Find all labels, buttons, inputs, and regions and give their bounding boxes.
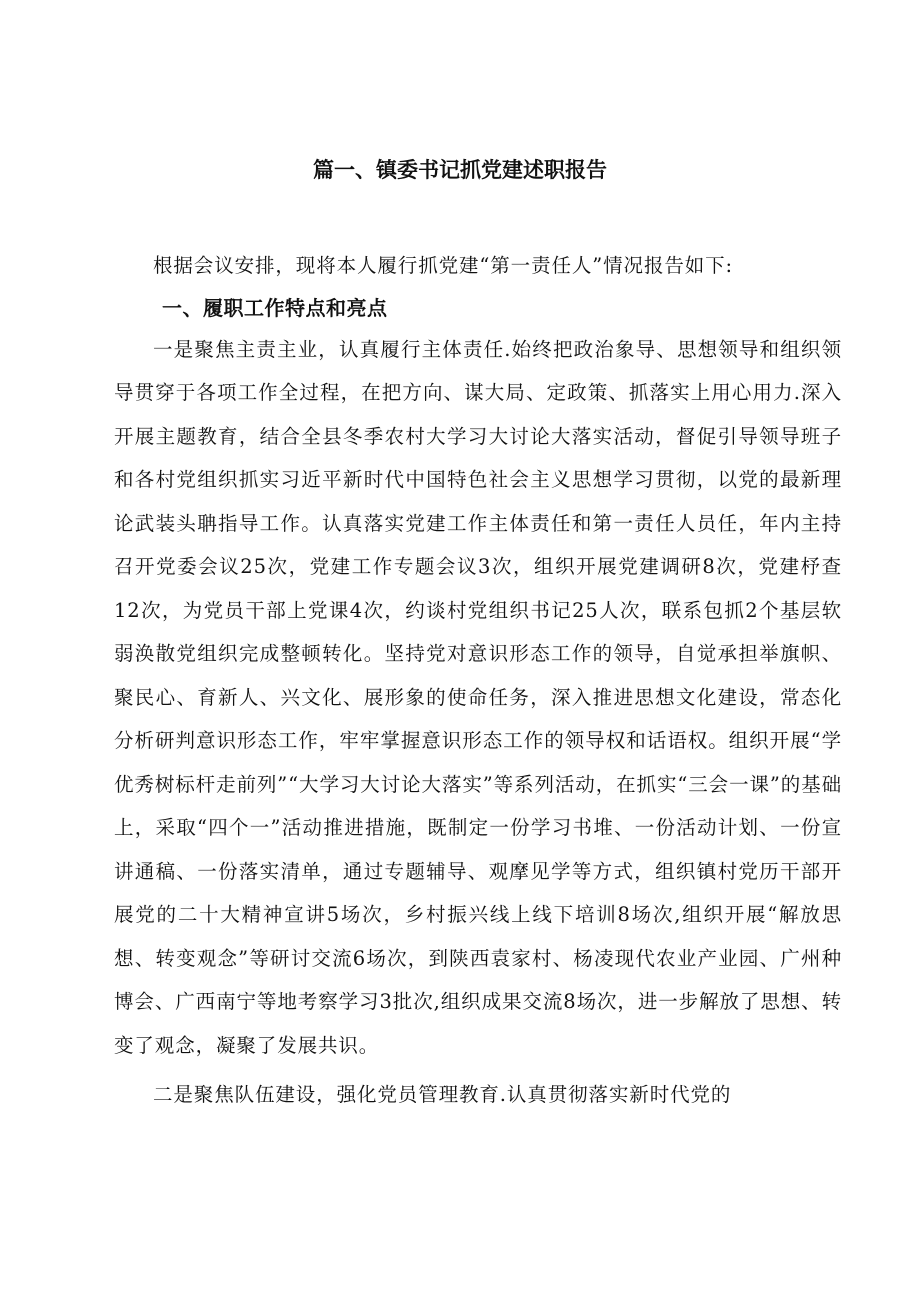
paragraph-1: 一是聚焦主责主业，认真履行主体责任.始终把政治象导、思想领导和组织领导贯穿于各项工作全过程，在把方向、谋大局、定政策、抓落实上用心用力.深入开展主题教育，结合全县冬季农村大学习大讨论大落实活动，督促引导领导班子和各村党组织抓实习近平新时代中国特色社会主义思想学习贯彻，以党的最新理论武装头聃指导工作。认真落实党建工作主体责任和第一责任人员任，年内主持召开党委会议25次，党建工作专题会议3次，组织开展党建调研8次，党建杼查12次，为党员干部上党课4次，约谈村党组织书记25人次，联系包抓2个基层软弱涣散党组织完成整顿转化。坚持党对意识形态工作的领导，自觉承担举旗帜、聚民心、育新人、兴文化、展形象的使命任务，深入推进思想文化建设，常态化分析研判意识形态工作，牢牢掌握意识形态工作的领导权和话语权。组织开展“学优秀树标杆走前列”“大学习大讨论大落实”等系列活动，在抓实“三会一课”的基础上，采取“四个一”活动推进措施，既制定一份学习书堆、一份活动计划、一份宣讲通稿、一份落实清单，通过专题辅导、观摩见学等方式，组织镇村党历干部开展党的二十大精神宣讲5场次，乡村振兴线上线下培训8场次,组织开展“解放思想、转变观念”等研讨交流6场次，到陕西袁家村、杨凌现代农业产业园、广州种博会、广西南宁等地考察学习3批次,组织成果交流8场次，进一步解放了思想、转变了观念，凝聚了发展共识。	[114, 337, 842, 1057]
document-body	[114, 244, 842, 1117]
paragraph-2: 二是聚焦队伍建设，强化党员管理教育.认真贯彻落实新时代党的	[153, 1083, 732, 1106]
document-title: 篇一、镇委书记抓党建述职报告	[313, 158, 607, 182]
section-heading-1: 一、履职工作特点和亮点	[162, 295, 388, 320]
intro-paragraph: 根据会议安排，现将本人履行抓党建“第一责任人”情况报告如下:	[153, 254, 734, 277]
